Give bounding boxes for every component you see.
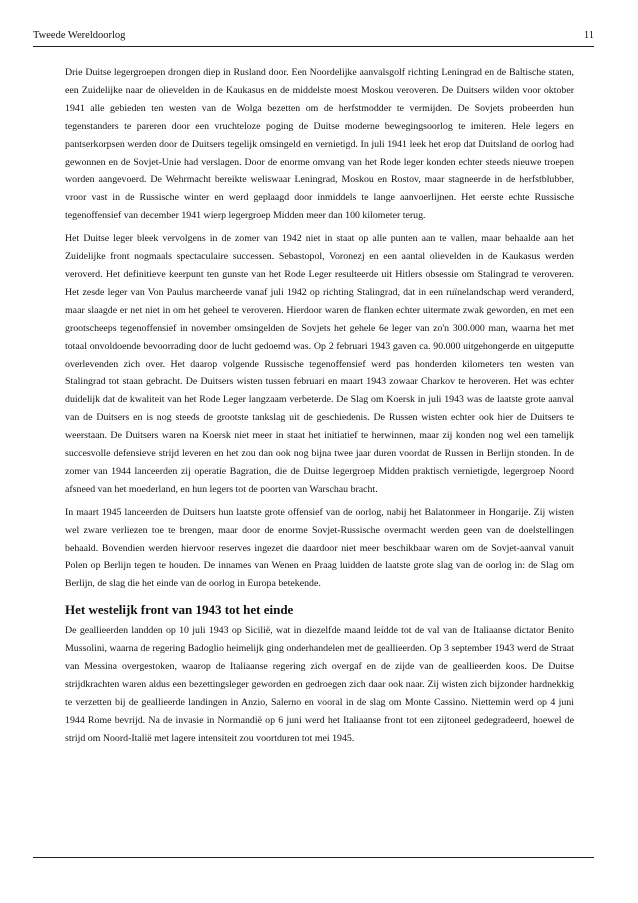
page-body xyxy=(65,64,574,753)
page-number: 11 xyxy=(583,30,594,41)
footer-rule xyxy=(33,857,594,858)
page-header xyxy=(33,28,594,47)
section-heading-western-front: Het westelijk front van 1943 tot het einde xyxy=(65,602,294,618)
paragraph-eastern-front-1942-1944: Het Duitse leger bleek vervolgens in de zomer van 1942 niet in staat op alle punten aan te vallen, maar behaalde aan het Zuidelijke front nogmaals spectaculaire successen. Sebastopol, Voronezj en een aantal olievelden in de Kaukasus werden veroverd. Het definitieve keerpunt ten gunste van het Rode Leger resulteerde uit Hitlers obsessie om Stalingrad te veroveren. Het zesde leger van Von Paulus marcheerde vanaf juli 1942 op richting Stalingrad, dat in een ruïnelandschap werd veranderd, maar slaagde er net niet in om het geheel te veroveren. Hierdoor waren de flanken echter uitermate zwak geworden, en met een grootscheeps tegenoffensief in november omsingelden de Sovjets het gehele 6e leger van zo'n 300.000 man, waarna het met totaal onvoldoende bevoorrading door de lucht gedoemd was. Op 2 februari 1943 gaven ca. 90.000 uitgehongerde en uitgeputte overlevenden zich over. Het daarop volgende Russische tegenoffensief werd pas honderden kilometers ten westen van Stalingrad tot staan gebracht. De Duitsers wisten tussen februari en maart 1943 zowaar Charkov te heroveren. Het was echter duidelijk dat de kwaliteit van het Rode Leger langzaam verbeterde. De Slag om Koersk in juli 1943 was de laatste grote aanval van de Duitsers en is nog steeds de grootste tankslag uit de geschiedenis. De Russen wisten echter ook hier de Duitsers te weerstaan. De Duitsers waren na Koersk niet meer in staat het initiatief te herwinnen, maar zij konden nog wel een tamelijk succesvolle defensieve strijd leveren en het zou dan ook nog bijna twee jaar duren voordat de Russen in Berlijn stonden. In de zomer van 1944 lanceerden zij operatie Bagration, die de Duitse legergroep Midden praktisch vernietigde, legergroep Noord afsneed van het moederland, en hun legers tot de poorten van Warschau bracht. xyxy=(65,233,574,495)
running-header-title: Tweede Wereldoorlog xyxy=(33,30,126,41)
paragraph-western-front: De geallieerden landden op 10 juli 1943 op Sicilië, wat in diezelfde maand leidde tot de val van de Italiaanse dictator Benito Mussolini, waarna de regering Badoglio heimelijk ging onderhandelen met de geallieerden. Op 3 september 1943 werd de Straat van Messina overgestoken, waarop de Italiaanse regering zich overgaf en de zijde van de geallieerden koos. De Duitse strijdkrachten waren aldus een bezettingsleger geworden en gedroegen zich daar ook naar. Zij wisten zich bijzonder hardnekkig te verzetten bij de geallieerde landingen in Anzio, Salerno en vooral in de slag om Monte Cassino. Niettemin werd op 4 juni 1944 Rome bevrijd. Na de invasie in Normandië op 6 juni werd het Italiaanse front tot een zijtoneel gedegradeerd, hoewel de strijd om Noord-Italië met lagere intensiteit zou voortduren tot mei 1945. xyxy=(65,625,574,744)
paragraph-eastern-front-1941: Drie Duitse legergroepen drongen diep in Rusland door. Een Noordelijke aanvalsgolf richting Leningrad en de Baltische staten, een Zuidelijke naar de olievelden in de Kaukasus en de middelste moest Moskou veroveren. De Duitsers wilden voor oktober 1941 alle gebieden ten westen van de Wolga bezetten om de herfstmodder te vermijden. De Sovjets probeerden hun tegenstanders te pareren door een vruchteloze poging de Duitse moderne bewegingsoorlog te imiteren. Hele legers en pantserkorpsen werden door de Duitsers tegelijk omsingeld en vernietigd. In juli 1941 leek het erop dat Duitsland de oorlog had gewonnen en de Sovjet-Unie had verslagen. Door de enorme omvang van het Rode leger konden echter steeds nieuwe troepen worden aangevoerd. De Wehrmacht bereikte weliswaar Leningrad, Moskou en Rostov, maar stagneerde in de herfstblubber, vroor vast in de Russische winter en werd geplaagd door inmiddels te lange aanvoerlijnen. Het eerste echte Russische tegenoffensief van december 1941 wierp legergroep Midden meer dan 100 kilometer terug. xyxy=(65,67,574,222)
paragraph-eastern-front-1945: In maart 1945 lanceerden de Duitsers hun laatste grote offensief van de oorlog, nabij het Balatonmeer in Hongarije. Zij wisten wel zware verliezen toe te brengen, maar door de enorme Sovjet-Russische overmacht werden geen van de doelstellingen behaald. Bovendien werden hiervoor reserves ingezet die daardoor niet meer beschikbaar waren om de Sovjet-aanval vanuit Polen op Berlijn tegen te houden. De innames van Wenen en Praag luidden de laatste grote slag van de oorlog in: de Slag om Berlijn, de slag die het einde van de oorlog in Europa betekende. xyxy=(65,506,574,590)
